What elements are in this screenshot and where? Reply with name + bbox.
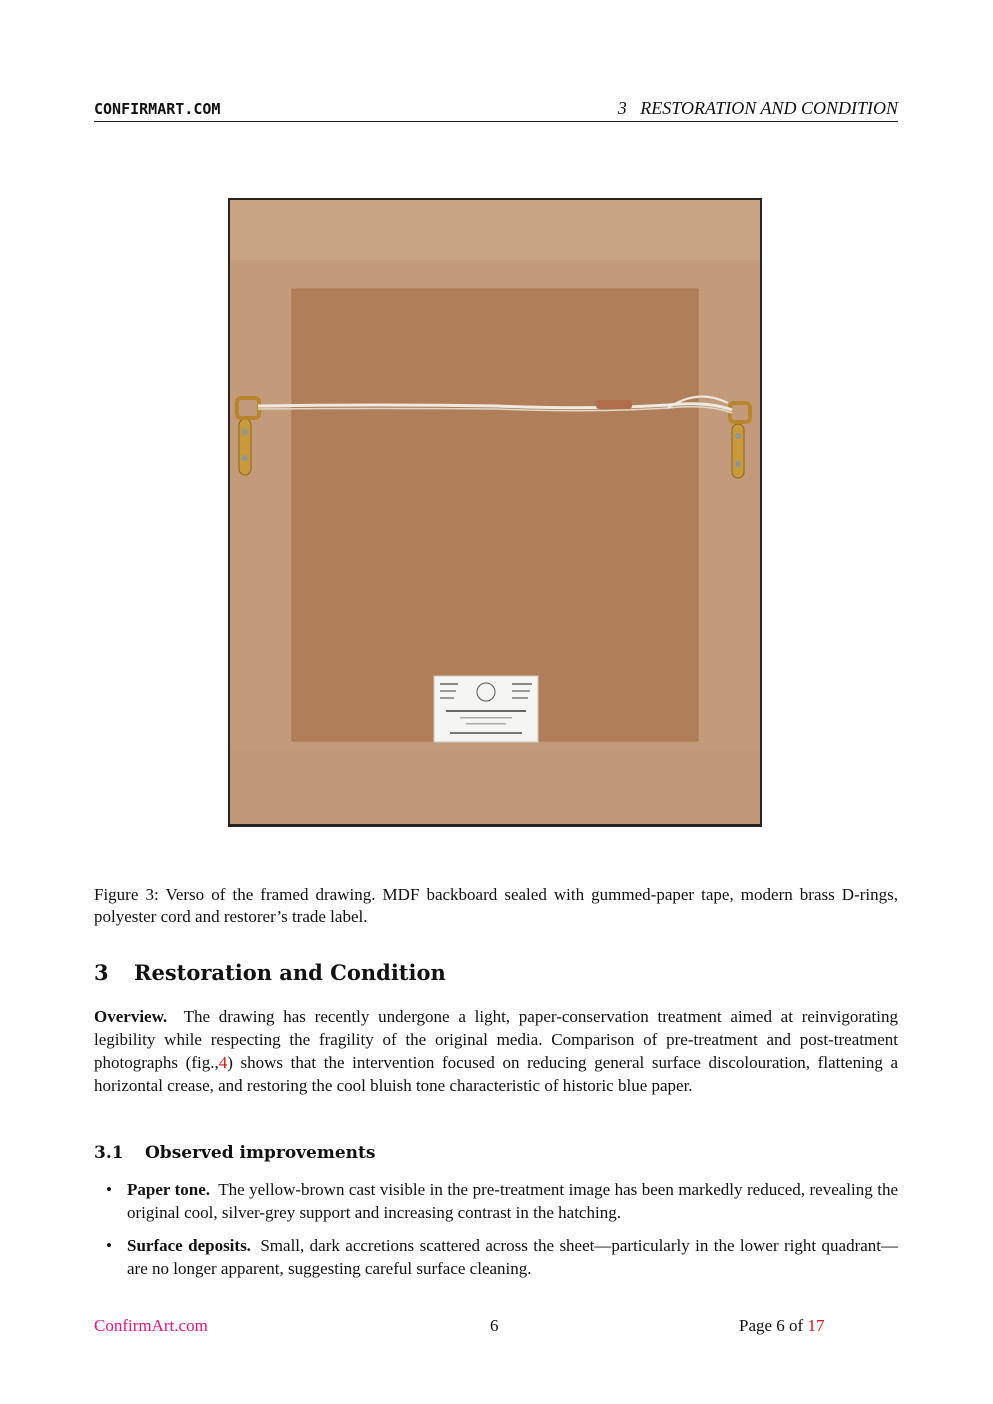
footer-page-prefix: Page 6 of [739,1316,804,1335]
tape-bottom-strip [230,750,760,824]
list-item-text: Small, dark accretions scattered across the sheet—particularly in the lower right quadrant—are no longer apparent, suggesting careful surface cleaning. [127,1236,899,1278]
improvements-list [94,1178,898,1290]
header-logo: CONFIRMART.COM [94,100,221,118]
list-item-label: Surface deposits. [127,1236,251,1255]
figure-photo-verso [228,198,762,827]
mdf-backboard [292,289,698,741]
subsection-title: Observed improvements [145,1143,376,1163]
footer-page-count [739,1316,824,1336]
section-number: 3 [94,960,109,985]
footer-total-pages-link[interactable]: 17 [807,1316,825,1335]
footer-page-number: 6 [490,1316,499,1335]
tape-top-strip [230,200,760,260]
restorer-trade-label [434,676,538,742]
list-item-label: Paper tone. [127,1180,211,1199]
figure-reference-link[interactable]: 4 [218,1053,228,1072]
section-title: Restoration and Condition [134,960,446,985]
header-rule [94,121,898,122]
overview-paragraph [94,1005,898,1097]
subsection-heading [94,1143,375,1163]
list-item-text: The yellow-brown cast visible in the pre-treatment image has been markedly reduced, revealing the original cool, silver-grey support and increasing contrast in the hatching. [127,1180,898,1222]
subsection-number: 3.1 [94,1143,124,1163]
running-header-section: 3 RESTORATION AND CONDITION [617,98,898,118]
bullet-icon: • [106,1236,112,1255]
footer-site-link[interactable]: ConfirmArt.com [94,1316,208,1335]
overview-label: Overview. [94,1007,168,1026]
cord-crimp [596,400,632,409]
bullet-icon: • [106,1180,112,1199]
figure-caption: Figure 3: Verso of the framed drawing. MDF backboard sealed with gummed-paper tape, modern brass D-rings, polyester cord and restorer’s trade label. [94,885,898,926]
list-item [94,1234,898,1280]
list-item [94,1178,898,1224]
overview-text-start: The drawing has recently undergone a light, paper-conservation treatment aimed at reinvigorating legibility while respecting the fragility of the original media. Comparison of pre-treatment and post-treatment photographs (fig., [94,1007,899,1072]
section-heading [94,960,446,985]
overview-text-end: ) shows that the intervention focused on reducing general surface discolouration, flattening a horizontal crease, and restoring the cool bluish tone characteristic of historic blue paper. [94,1053,899,1095]
